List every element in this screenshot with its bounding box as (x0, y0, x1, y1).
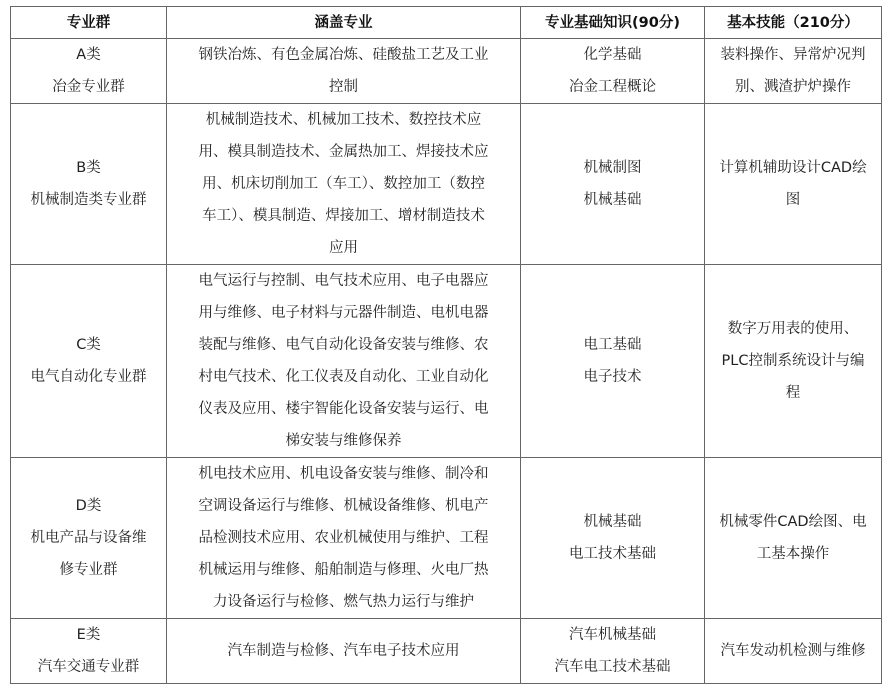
majors-cell (167, 39, 521, 104)
knowledge-line: 机械制图 (583, 160, 642, 176)
table-row (11, 458, 882, 619)
skills-line: 工基本操作 (756, 546, 830, 562)
header-knowledge: 专业基础知识(90分) (521, 7, 705, 39)
majors-line: 力设备运行与检修、燃气热力运行与维护 (213, 594, 474, 610)
knowledge-cell (521, 458, 705, 619)
majors-line: 机电技术应用、机电设备安装与维修、制冷和 (198, 466, 489, 482)
table-row (11, 619, 882, 684)
knowledge-line: 化学基础 (583, 47, 642, 63)
majors-cell (167, 458, 521, 619)
knowledge-cell (521, 619, 705, 684)
knowledge-line: 电工基础 (583, 337, 642, 353)
majors-line: 机械制造技术、机械加工技术、数控技术应 (205, 112, 482, 128)
group-cell (11, 458, 167, 619)
majors-line: 品检测技术应用、农业机械使用与维护、工程 (198, 530, 489, 546)
majors-line: 村电气技术、化工仪表及自动化、工业自动化 (198, 369, 489, 385)
group-code: B类 (76, 160, 101, 176)
majors-line: 机械运用与维修、船舶制造与修理、火电厂热 (198, 562, 489, 578)
table-row (11, 104, 882, 265)
majors-line: 电气运行与控制、电气技术应用、电子电器应 (198, 273, 489, 289)
professional-groups-table (10, 6, 882, 684)
skills-line: 别、溅渣护炉操作 (735, 79, 851, 95)
majors-line: 汽车制造与检修、汽车电子技术应用 (227, 643, 460, 659)
skills-line: 数字万用表的使用、 (727, 321, 859, 337)
skills-line: 机械零件CAD绘图、电 (719, 514, 867, 530)
skills-line: 计算机辅助设计CAD绘 (719, 160, 867, 176)
majors-line: 空调设备运行与维修、机械设备维修、机电产 (198, 498, 489, 514)
knowledge-cell (521, 265, 705, 458)
majors-line: 仪表及应用、楼宇智能化设备安装与运行、电 (198, 401, 489, 417)
header-majors: 涵盖专业 (167, 7, 521, 39)
group-code: C类 (76, 337, 101, 353)
majors-line: 用与维修、电子材料与元器件制造、电机电器 (198, 305, 489, 321)
majors-line: 应用 (329, 240, 358, 256)
group-name: 汽车交通专业群 (37, 659, 140, 675)
knowledge-line: 电工技术基础 (569, 546, 656, 562)
knowledge-line: 汽车机械基础 (569, 627, 656, 643)
majors-line: 用、模具制造技术、金属热加工、焊接技术应 (198, 144, 489, 160)
skills-cell (705, 39, 882, 104)
header-skills: 基本技能（210分） (705, 7, 882, 39)
header-group: 专业群 (11, 7, 167, 39)
knowledge-line: 冶金工程概论 (569, 79, 656, 95)
group-name: 修专业群 (59, 562, 118, 578)
knowledge-line: 机械基础 (583, 514, 642, 530)
skills-line: PLC控制系统设计与编 (721, 353, 865, 369)
group-name: 机电产品与设备维 (30, 530, 147, 546)
majors-line: 用、机床切削加工（车工）、数控加工（数控 (202, 176, 485, 192)
majors-line: 钢铁冶炼、有色金属冶炼、硅酸盐工艺及工业 (198, 47, 489, 63)
skills-cell (705, 458, 882, 619)
group-code: E类 (76, 627, 101, 643)
skills-cell (705, 265, 882, 458)
knowledge-line: 汽车电工技术基础 (554, 659, 671, 675)
knowledge-cell (521, 39, 705, 104)
skills-line: 汽车发动机检测与维修 (720, 643, 866, 659)
majors-cell (167, 619, 521, 684)
majors-cell (167, 265, 521, 458)
majors-line: 梯安装与维修保养 (285, 433, 402, 449)
group-code: A类 (76, 47, 101, 63)
skills-cell (705, 104, 882, 265)
majors-cell (167, 104, 521, 265)
knowledge-line: 机械基础 (583, 192, 642, 208)
knowledge-cell (521, 104, 705, 265)
group-code: D类 (75, 498, 102, 514)
majors-line: 控制 (329, 79, 358, 95)
majors-line: 车工）、模具制造、焊接加工、增材制造技术 (202, 208, 485, 224)
group-cell (11, 265, 167, 458)
group-cell (11, 104, 167, 265)
group-name: 冶金专业群 (52, 79, 125, 95)
majors-line: 装配与维修、电气自动化设备安装与维修、农 (198, 337, 489, 353)
group-cell (11, 39, 167, 104)
group-cell (11, 619, 167, 684)
table-header-row (11, 7, 882, 39)
group-name: 电气自动化专业群 (30, 369, 147, 385)
skills-cell (705, 619, 882, 684)
table-row (11, 39, 882, 104)
skills-line: 图 (785, 192, 801, 208)
skills-line: 程 (785, 385, 801, 401)
table-row (11, 265, 882, 458)
knowledge-line: 电子技术 (583, 369, 642, 385)
skills-line: 装料操作、异常炉况判 (720, 47, 866, 63)
group-name: 机械制造类专业群 (30, 192, 147, 208)
